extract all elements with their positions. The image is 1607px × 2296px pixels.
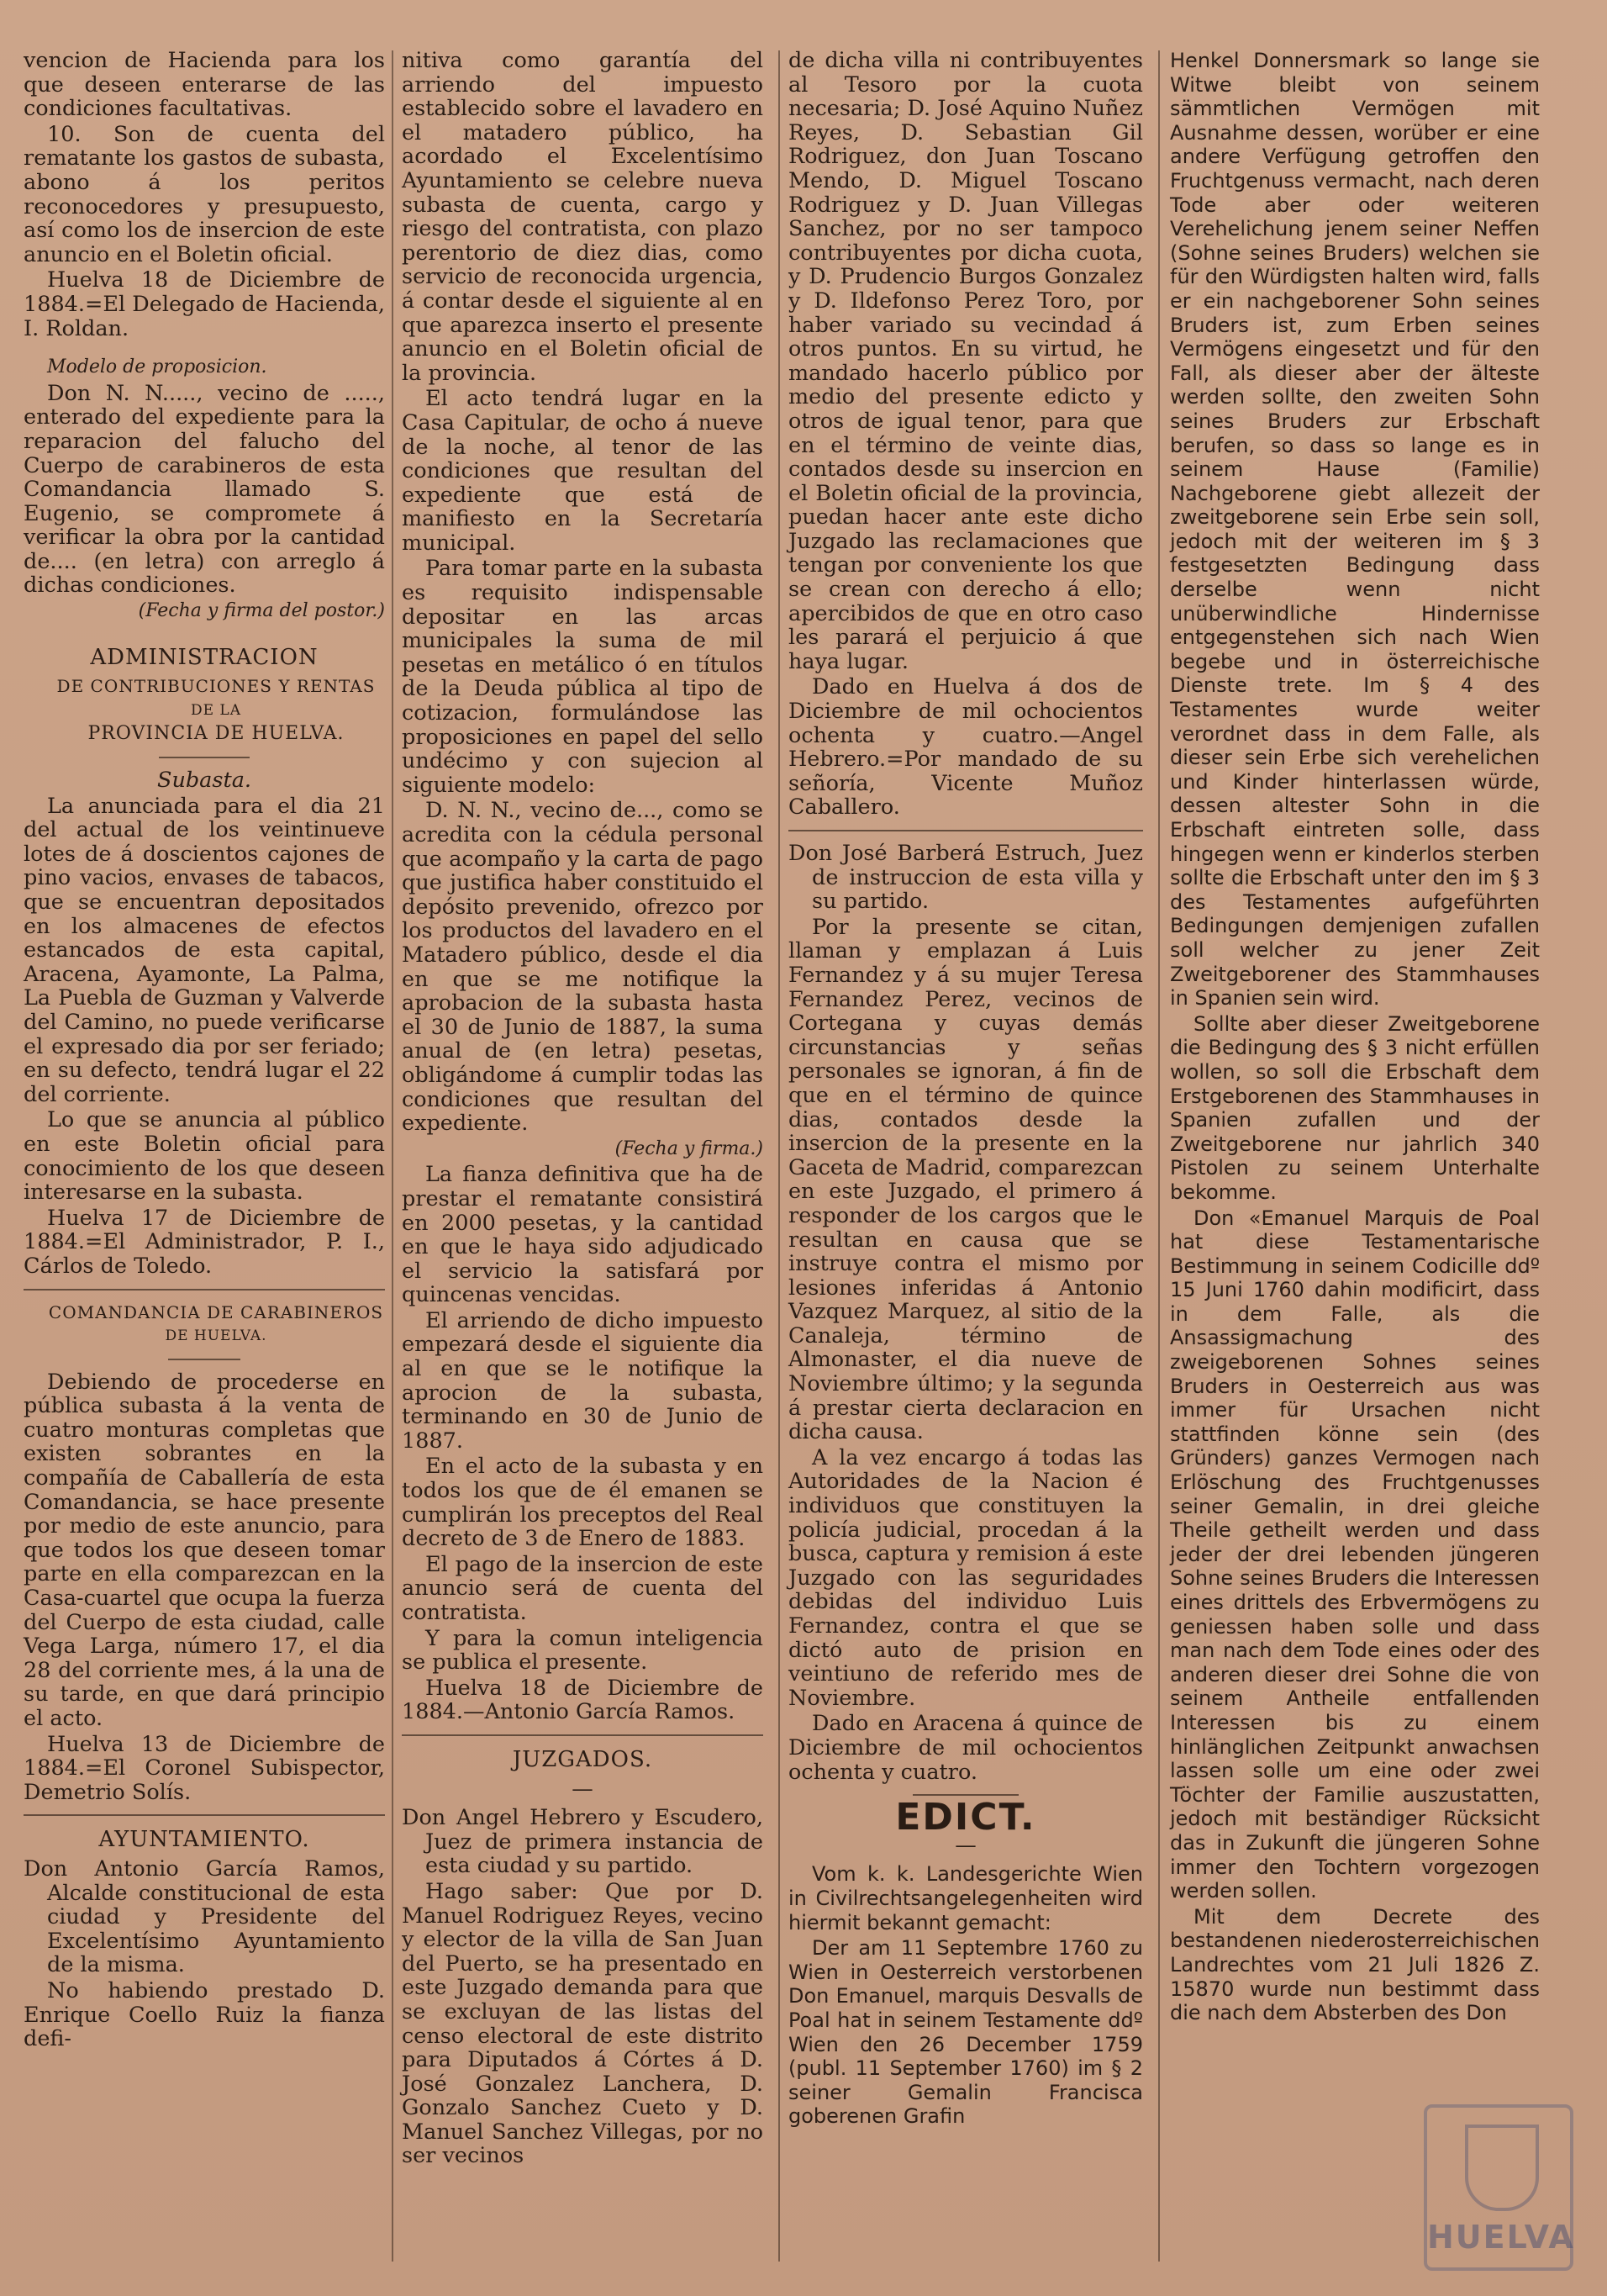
dash: —: [955, 1832, 977, 1858]
column-4: [1170, 49, 1540, 2027]
paragraph: Don José Barberá Estruch, Juez de instruccion de esta villa y su partido.: [788, 841, 1143, 915]
paragraph: El arriendo de dicho impuesto empezará desde el siguiente dia al en que se le notifique la aprocion de la subasta, terminando en 30 de Junio de 1887.: [402, 1307, 763, 1454]
paragraph: de dicha villa ni contribuyentes al Tesoro por la cuota necesaria; D. José Aquino Nuñez Reyes, D. Sebastian Gil Rodriguez, don Juan Toscano Mendo, D. Miguel Toscano Rodriguez y D. Juan Villegas Sanchez, por no ser tampoco contribuyentes por dicha cuota, y D. Prudencio Burgos Gonzalez y D. Ildefonso Perez Toro, por haber variado su vecindad á otros puntos. En su virtud, he mandado hacerlo público por medio del presente edicto y otros de igual tenor, para que en el término de veinte dias, contados desde su insercion en el Boletin oficial de la provincia, puedan hacer ante este dicho Juzgado las reclamaciones que tengan por conveniente los que se crean con derecho á ello; apercibidos de que en otro caso les parará el perjuicio á que haya lugar.: [788, 48, 1143, 674]
separator: [24, 1814, 385, 1816]
signature-note: (Fecha y firma del postor.): [138, 600, 385, 622]
paragraph: Mit dem Decrete des bestandenen niederosterreichischen Landrechtes vom 21 Juli 1826 Z. 15870 wurde nun bestimmt dass die nach dem Absterben des Don: [1170, 1904, 1540, 2025]
section-heading-admin: ADMINISTRACION: [90, 644, 319, 670]
column-3: [788, 49, 1143, 2130]
paragraph: El acto tendrá lugar en la Casa Capitular, de ocho á nueve de la noche, al tenor de las condiciones que resultan del expediente que está de manifiesto en la Secretaría municipal.: [402, 386, 763, 556]
edict-heading: EDICT.: [895, 1796, 1036, 1839]
section-subheading: DE LA: [190, 701, 241, 719]
paragraph: Huelva 13 de Diciembre de 1884.=El Coronel Subispector, Demetrio Solís.: [24, 1731, 385, 1805]
section-heading-juzgados: JUZGADOS.: [512, 1746, 653, 1772]
section-subheading: DE HUELVA.: [165, 1327, 267, 1345]
paragraph: Der am 11 Septembre 1760 zu Wien in Oesterreich verstorbenen Don Emanuel, marquis Desvalls de Poal hat in seinem Testamente ddº Wien den 26 December 1759 (publ. 11 September 1760) im § 2 seiner Gemalin Francisca goberenen Grafin: [788, 1936, 1143, 2129]
paragraph: Huelva 17 de Diciembre de 1884.=El Administrador, P. I., Cárlos de Toledo.: [24, 1205, 385, 1279]
dash: —: [572, 1776, 593, 1802]
column-2: [402, 49, 763, 2170]
paragraph: Por la presente se citan, llaman y emplazan á Luis Fernandez y á su mujer Teresa Fernandez Perez, vecinos de Cortegana y cuyas demás circunstancias y señas personales se ignoran, á fin de que en el término de quince dias, contados desde la insercion de la presente en la Gaceta de Madrid, comparezcan en este Juzgado, el primero á responder de los cargos que le resultan en causa que se instruye contra el mismo por lesiones inferidas á Antonio Vazquez Marquez, al sitio de la Canaleja, término de Almonaster, el dia nueve de Noviembre último; y la segunda á prestar cierta declaracion en dicha causa.: [788, 914, 1143, 1445]
signature-note: (Fecha y firma.): [614, 1137, 763, 1159]
paragraph: A la vez encargo á todas las Autoridades de la Nacion é individuos que constituyen la policía judicial, procedan á la busca, captura y remision á este Juzgado con las seguridades debidas del individuo Luis Fernandez, contra el que se dictó auto de prision en veintiuno de referido mes de Noviembre.: [788, 1444, 1143, 1711]
paragraph: Vom k. k. Landesgerichte Wien in Civilrechtsangelegenheiten wird hiermit bekannt gemacht:: [788, 1862, 1143, 1934]
paragraph: D. N. N., vecino de..., como se acredita con la cédula personal que acompaño y la carta de pago que justifica haber constituido el depósito prevenido, ofrezco por los productos del lavadero en el Matadero público, desde el dia en que se me notifique la aprobacion de la subasta hasta el 30 de Junio de 1887, la suma anual de (en letra) pesetas, obligándome á cumplir todas las condiciones que resultan del expediente.: [402, 798, 763, 1137]
library-stamp: [1424, 2104, 1573, 2271]
section-subheading: DE CONTRIBUCIONES Y RENTAS: [56, 676, 376, 697]
section-heading-comandancia: COMANDANCIA DE CARABINEROS: [48, 1301, 384, 1322]
paragraph: La anunciada para el dia 21 del actual de los veintinueve lotes de á doscientos cajones de pino vacios, envases de tabacos, que se encuentran depositados en los almacenes de efectos estancados de esta capital, Aracena, Ayamonte, La Palma, La Puebla de Guzman y Valverde del Camino, no puede verificarse el expresado dia por ser feriado; en su defecto, tendrá lugar el 22 del corriente.: [24, 793, 385, 1107]
paragraph: Huelva 18 de Diciembre de 1884.=El Delegado de Hacienda, I. Roldan.: [24, 267, 385, 341]
paragraph: Dado en Aracena á quince de Diciembre de mil ochocientos ochenta y cuatro.: [788, 1711, 1143, 1785]
column-rule-2: [778, 50, 780, 2262]
paragraph: Huelva 18 de Diciembre de 1884.—Antonio García Ramos.: [402, 1675, 763, 1725]
separator: [402, 1734, 763, 1736]
paragraph: 10. Son de cuenta del rematante los gastos de subasta, abono á los peritos reconocedores y presupuesto, así como los de insercion de este anuncio en el Boletin oficial.: [24, 121, 385, 267]
paragraph: nitiva como garantía del arriendo del impuesto establecido sobre el lavadero en el matadero público, ha acordado el Excelentísimo Ayuntamiento se celebre nueva subasta de cuenta, cargo y riesgo del contratista, con plazo perentorio de diez dias, como servicio de reconocida urgencia, á contar desde el siguiente al en que aparezca inserto el presente anuncio en el Boletin oficial de la provincia.: [402, 48, 763, 386]
separator: [168, 1359, 240, 1360]
paragraph: Y para la comun inteligencia se publica el presente.: [402, 1625, 763, 1676]
paragraph: En el acto de la subasta y en todos los que de él emanen se cumplirán los preceptos del Real decreto de 3 de Enero de 1883.: [402, 1454, 763, 1552]
section-subheading: PROVINCIA DE HUELVA.: [87, 723, 345, 745]
paragraph: No habiendo prestado D. Enrique Coello Ruiz la fianza defi-: [24, 1977, 385, 2052]
paragraph: Don «Emanuel Marquis de Poal hat diese Testamentarische Bestimmung in seinem Codicille ddº 15 Juni 1760 dahin modificirt, dass in dem Falle, als die Ansassigmachung des zweigeborenen Sohnes seines Bruders in Oesterreich aus was immer für Ursachen nicht stattfinden könne sein (des Gründers) ganzes Vermogen nach Erlöschung des Fruchtgenusses seiner Gemalin, in drei gleiche Theile getheilt werden und dass jeder der drei lebenden jüngeren Sohne seines Bruders die Interessen eines drittels des Erbvermögens zu geniessen haben solle und dass man nach dem Tode eines oder des anderen dieser drei Sohne die von seinem Antheile entfallenden Interessen bis zu einem hinlänglichen Zeitpunkt anwachsen lassen solle um eine oder zwei Töchter der Familie auszustatten, jedoch mit beständiger Rücksicht das in Zukunft die jüngeren Sohne immer den Tochtern vorgezogen werden sollen.: [1170, 1206, 1540, 1903]
paragraph: Sollte aber dieser Zweitgeborene die Bedingung des § 3 nicht erfüllen wollen, so soll die Erbschaft dem Erstgeborenen des Stammhauses in Spanien zufallen und der Zweitgeborene nur jahrlich 340 Pistolen zu seinem Unterhalte bekomme.: [1170, 1011, 1540, 1204]
separator: [913, 1794, 1020, 1796]
paragraph: Don N. N....., vecino de ....., enterado del expediente para la reparacion del falucho del Cuerpo de carabineros de esta Comandancia llamado S. Eugenio, se compromete á verificar la obra por la cantidad de.... (en letra) con arreglo á dichas condiciones.: [24, 380, 385, 599]
column-rule-3: [1158, 50, 1160, 2262]
paragraph: Debiendo de procederse en pública subasta á la venta de cuatro monturas completas que existen sobrantes en la compañía de Caballería de esta Comandancia, se hace presente por medio de este anuncio, para que todos los que deseen tomar parte en ella comparezcan en la Casa-cuartel que ocupa la fuerza del Cuerpo de esta ciudad, calle Vega Larga, número 17, el dia 28 del corriente mes, á la una de su tarde, en que dará principio el acto.: [24, 1369, 385, 1731]
subasta-title: Subasta.: [156, 768, 252, 794]
stamp-text: HUELVA: [1427, 2219, 1575, 2256]
model-title: Modelo de proposicion.: [47, 356, 267, 378]
paragraph: El pago de la insercion de este anuncio será de cuenta del contratista.: [402, 1551, 763, 1625]
shield-icon: [1465, 2124, 1539, 2211]
section-heading-ayuntamiento: AYUNTAMIENTO.: [98, 1827, 310, 1853]
paragraph: La fianza definitiva que ha de prestar el rematante consistirá en 2000 pesetas, y la cantidad en que le haya sido adjudicado el servicio la satisfará por quincenas vencidas.: [402, 1162, 763, 1308]
separator: [788, 830, 1143, 831]
separator: [159, 757, 250, 758]
separator: [24, 1289, 385, 1291]
paragraph: vencion de Hacienda para los que deseen enterarse de las condiciones facultativas.: [24, 48, 385, 122]
paragraph: Para tomar parte en la subasta es requisito indispensable depositar en las arcas municipales la suma de mil pesetas en metálico ó en títulos de la Deuda pública al tipo de cotizacion, formulándose las proposiciones en papel del sello undécimo y con sujecion al siguiente modelo:: [402, 556, 763, 798]
paragraph: Don Antonio García Ramos, Alcalde constitucional de esta ciudad y Presidente del Excelentísimo Ayuntamiento de la misma.: [24, 1855, 385, 1978]
paragraph: Dado en Huelva á dos de Diciembre de mil ochocientos ochenta y cuatro.—Angel Hebrero.=Por mandado de su señoría, Vicente Muñoz Caballero.: [788, 674, 1143, 821]
paragraph: Henkel Donnersmark so lange sie Witwe bleibt von seinem sämmtlichen Vermögen mit Ausnahme dessen, worüber er eine andere Verfügung getroffen den Fruchtgenuss vermacht, nach deren Tode aber oder weiteren Verehelichung jenem seiner Neffen (Sohne seines Bruders) welchen sie für den Würdigsten halten wird, falls er ein nachgeborener Sohn seines Bruders ist, zum Erben seines Vermögens eingesetzt und für den Fall, als dieser aber der älteste werden sollte, den zweiten Sohn seines Bruders zur Erbschaft berufen, so dass so lange es in seinem Hause (Familie) Nachgeborene giebt allezeit der zweitgeborene sein Erbe sein soll, jedoch mit der weiteren im § 3 festgesetzten Bedingung dass derselbe wenn nicht unüberwindliche Hindernisse entgegenstehen sich nach Wien begebe und in österreichische Dienste trete. Im § 4 des Testamentes wurde weiter verordnet dass in dem Falle, als dieser sein Erbe sich verehelichen und Kinder hinterlassen würde, dessen altester Sohn in die Erbschaft eintreten solle, dass hingegen wenn er kinderlos sterben sollte die Erbschaft unter den im § 3 des Testamentes aufgeführten Bedingungen demjenigen zufallen soll welcher zu jener Zeit Zweitgeborener des Stammhauses in Spanien sein wird.: [1170, 49, 1540, 1011]
paragraph: Lo que se anuncia al público en este Boletin oficial para conocimiento de los que deseen interesarse en la subasta.: [24, 1107, 385, 1206]
column-1: [24, 49, 385, 2053]
paragraph: Hago saber: Que por D. Manuel Rodriguez Reyes, vecino y elector de la villa de San Juan del Puerto, se ha presentado en este Juzgado demanda para que se excluyan de las listas del censo electoral de este distrito para Diputados á Córtes á D. José Gonzalez Lanchera, D. Gonzalo Sanchez Cueto y D. Manuel Sanchez Villegas, por no ser vecinos: [402, 1878, 763, 2169]
column-rule-1: [392, 50, 393, 2262]
paragraph: Don Angel Hebrero y Escudero, Juez de primera instancia de esta ciudad y su partido.: [402, 1805, 763, 1879]
